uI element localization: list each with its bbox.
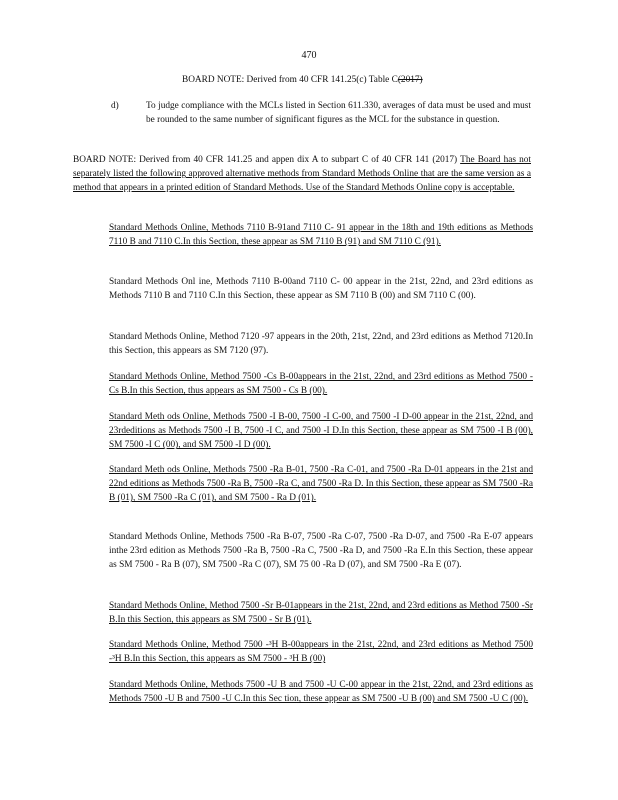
method-paragraph-radium-01: Standard Meth ods Online, Methods 7500 -Ra B-01, 7500 -Ra C-01, and 7500 -Ra D-01 appears in the 21st and 22nd editions as Methods 7500 -Ra B, 7500 -Ra C, and 7500 -Ra D. In this Section, these appear as SM 7500 -Ra B (01), SM 7500 -Ra C (01), and SM 7500 - Ra D (01). [109,465,533,504]
method-paragraph-strontium: Standard Methods Online, Method 7500 -Sr B-01appears in the 21st, 22nd, and 23rd editions as Method 7500 -Sr B.In this Section, this appears as SM 7500 - Sr B (01). [109,601,533,626]
method-paragraph-7110-91: Standard Methods Online, Methods 7110 B-91and 7110 C- 91 appear in the 18th and 19th editions as Methods 7110 B and 7110 C.In this Section, these appear as SM 7110 B (91) and SM 7110 C (91). [109,223,533,248]
item-d-text: To judge compliance with the MCLs listed in Section 611.330, averages of data must be used and must be rounded to the same number of significant figures as the MCL for the substance in question. [146,101,531,126]
method-paragraph-iodine: Standard Meth ods Online, Methods 7500 -I B-00, 7500 -I C-00, and 7500 -I D-00 appear in the 21st, 22nd, and 23rdeditions as Methods 7500 -I B, 7500 -I C, and 7500 -I D.In this Section, these appear as SM 7500 -I B (00), SM 7500 -I C (00), and SM 7500 -I D (00). [109,412,533,451]
board-note-2-text: BOARD NOTE: Derived from 40 CFR 141.25 and appen dix A to subpart C of 40 CFR 141 (2017) [73,155,458,165]
board-note-1 [182,73,522,87]
board-note-2 [73,153,531,196]
method-paragraph-uranium: Standard Methods Online, Methods 7500 -U B and 7500 -U C-00 appear in the 21st, 22nd, and 23rd editions as Methods 7500 -U B and 7500 -U C.In this Sec tion, these appear as SM 7500 -U B (00) and SM 7500 -U C (00). [109,680,533,705]
page-number: 470 [301,50,317,61]
method-paragraph-7120: Standard Methods Online, Method 7120 -97 appears in the 20th, 21st, 22nd, and 23rd editions as Method 7120.In this Section, this appears as SM 7120 (97). [109,332,533,357]
method-paragraph-tritium: Standard Methods Online, Method 7500 -³H B-00appears in the 21st, 22nd, and 23rd editions as Method 7500 -³H B.In this Section, this appears as SM 7500 - ³H B (00) [109,640,533,665]
method-paragraph-radium-07: Standard Methods Online, Methods 7500 -Ra B-07, 7500 -Ra C-07, 7500 -Ra D-07, and 7500 -Ra E-07 appears inthe 23rd edition as Methods 7500 -Ra B, 7500 -Ra C, 7500 -Ra D, and 7500 -Ra E.In this Section, these appear as SM 7500 - Ra B (07), SM 7500 -Ra C (07), SM 75 00 -Ra D (07), and SM 7500 -Ra E (07). [109,532,533,571]
item-d-label: d) [111,101,119,111]
board-note-2-added-text: The Board has not separately listed the following approved alternative methods from Standard Methods Online that are the same version as a method that appears in a printed edition of Standard Methods. Use of the Standard Methods Online copy is acceptable. [73,155,531,194]
board-note-1-struck-year: (2017) [397,75,423,85]
board-note-1-text: BOARD NOTE: Derived from 40 CFR 141.25(c) Table C [182,75,398,85]
method-paragraph-cesium: Standard Methods Online, Method 7500 -Cs B-00appears in the 21st, 22nd, and 23rd editions as Method 7500 -Cs B.In this Section, thus appears as SM 7500 - Cs B (00). [109,372,533,397]
method-paragraph-7110-00: Standard Methods Onl ine, Methods 7110 B-00and 7110 C- 00 appear in the 21st, 22nd, and 23rd editions as Methods 7110 B and 7110 C.In this Section, these appear as SM 7110 B (00) and SM 7110 C (00). [109,277,533,302]
